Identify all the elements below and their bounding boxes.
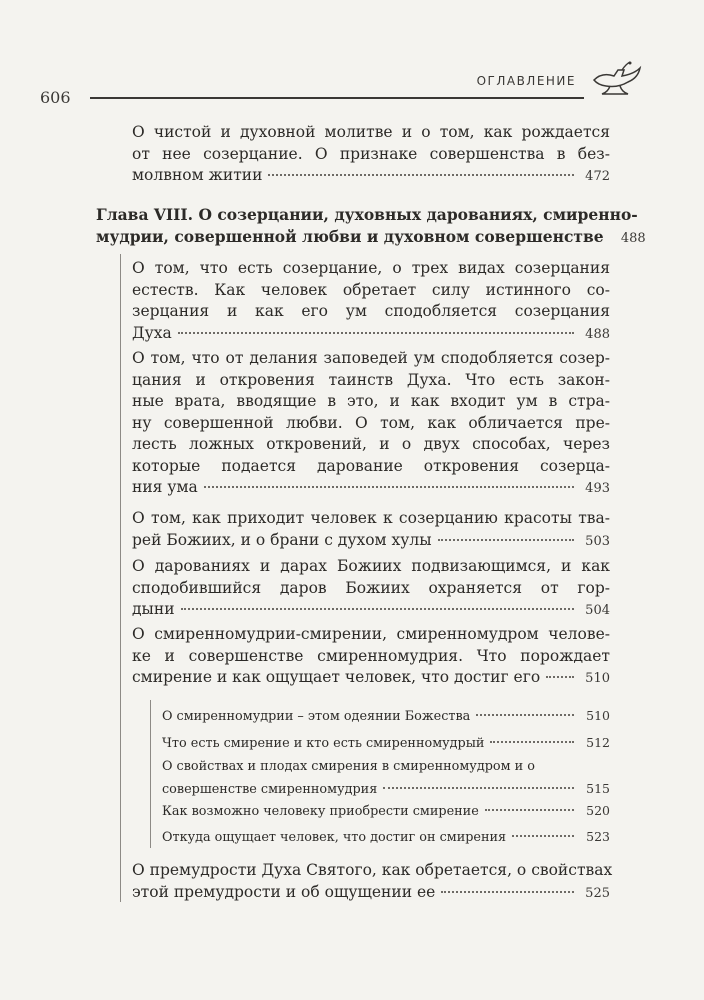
- toc-entry: [132, 556, 610, 622]
- header-rule: [90, 97, 584, 99]
- toc-subentry: [162, 705, 610, 728]
- dot-leader: [383, 787, 574, 789]
- dot-leader: [546, 676, 574, 678]
- toc-page-number: 510: [586, 708, 610, 723]
- toc-entry-last-line: мудрии, совершенной любви и духовном совершенстве: [96, 226, 604, 246]
- toc-subentry: [162, 732, 610, 755]
- page-header: [40, 58, 644, 106]
- toc-entry-line: естеств. Как человек обретает силу истинного со-: [132, 280, 610, 299]
- toc-subentry: [162, 800, 610, 823]
- dot-leader: [438, 539, 574, 541]
- dot-leader: [485, 809, 574, 811]
- toc-entry-last-line: совершенстве смиренномудрия: [162, 781, 378, 797]
- toc-entry-line: которые подается дарование откровения созерца-: [132, 456, 610, 475]
- dot-leader: [178, 332, 574, 334]
- toc-entry-line: О том, что от делания заповедей ум сподобляется созер-: [132, 349, 610, 367]
- toc-entry-line: О премудрости Духа Святого, как обретается, о свойствах: [132, 861, 613, 879]
- toc-entry-last-line: этой премудрости и об ощущении ее: [132, 882, 436, 901]
- toc-entry: [132, 348, 610, 500]
- toc-page-number: 523: [586, 829, 610, 844]
- toc-entry-line: цания и откровения таинств Духа. Что есть закон-: [132, 370, 610, 389]
- toc-entry-line: ные врата, вводящие в это, и как входит ум в стра-: [132, 392, 610, 410]
- toc-entry: [132, 258, 610, 345]
- toc-entry-last-line: смирение и как ощущает человек, что достиг его: [132, 668, 541, 686]
- lamp-ornament-icon: [588, 60, 644, 100]
- toc-entry: [132, 860, 613, 904]
- toc-entry: [132, 122, 610, 188]
- page-number: 606: [40, 88, 71, 107]
- section-indent-bar: [150, 700, 151, 848]
- dot-leader: [512, 835, 574, 837]
- dot-leader: [181, 608, 574, 610]
- dot-leader: [441, 891, 574, 893]
- toc-entry-line: ке и совершенстве смиренномудрия. Что порождает: [132, 646, 610, 665]
- toc-entry-last-line: Что есть смирение и кто есть смиренномудрый: [162, 736, 485, 751]
- chapter-indent-bar: [120, 254, 121, 902]
- toc-entry-line: О чистой и духовной молитве и о том, как рождается: [132, 123, 610, 141]
- toc-entry-last-line: Откуда ощущает человек, что достиг он смирения: [162, 830, 507, 845]
- toc-chapter-entry: [96, 204, 646, 249]
- toc-page-number: 504: [585, 603, 610, 618]
- toc-page-number: 512: [586, 735, 610, 750]
- toc-entry-line: Глава VIII. О созерцании, духовных дарованиях, смиренно-: [96, 205, 638, 224]
- toc-page-number: 515: [586, 780, 610, 796]
- running-title: ОГЛАВЛЕНИЕ: [476, 74, 576, 88]
- toc-page-number: 520: [586, 803, 610, 818]
- toc-page-number: 503: [585, 533, 610, 549]
- toc-page-number: 525: [585, 885, 610, 901]
- toc-entry: [132, 624, 610, 690]
- toc-page-number: 510: [585, 671, 610, 686]
- toc-entry-line: ну совершенной любви. О том, как обличается пре-: [132, 413, 610, 432]
- toc-entry-line: лесть ложных откровений, и о двух способах, через: [132, 435, 610, 453]
- toc-entry-last-line: О смиренномудрии – этом одеянии Божества: [162, 709, 471, 724]
- toc-entry-line: О том, что есть созерцание, о трех видах созерцания: [132, 259, 610, 277]
- toc-page-number: 488: [620, 230, 646, 246]
- dot-leader: [204, 486, 574, 488]
- toc-entry-last-line: Духа: [132, 323, 172, 342]
- toc-entry-line: О дарованиях и дарах Божиих подвизающимся, и как: [132, 557, 610, 575]
- toc-entry: [132, 508, 610, 552]
- toc-subentry: [162, 826, 610, 849]
- toc-entry-line: от нее созерцание. О признаке совершенства в без-: [132, 144, 610, 163]
- toc-page-number: 488: [585, 326, 610, 342]
- dot-leader: [476, 714, 574, 716]
- toc-page-number: 472: [585, 169, 610, 184]
- toc-entry-line: зерцания и как его ум сподобляется созерцания: [132, 302, 610, 320]
- toc-entry-last-line: рей Божиих, и о брани с духом хулы: [132, 530, 432, 549]
- toc-entry-last-line: дыни: [132, 600, 175, 618]
- dot-leader: [268, 174, 574, 176]
- toc-page-number: 493: [585, 481, 610, 496]
- toc-entry-line: О том, как приходит человек к созерцанию красоты тва-: [132, 509, 610, 527]
- toc-entry-line: О свойствах и плодах смирения в смиренномудром и о: [162, 759, 535, 774]
- toc-entry-line: сподобившийся даров Божиих охраняется от гор-: [132, 578, 610, 597]
- toc-subentry: [162, 756, 610, 800]
- toc-entry-last-line: молвном житии: [132, 166, 263, 184]
- toc-entry-last-line: ния ума: [132, 478, 198, 496]
- toc-entry-last-line: Как возможно человеку приобрести смирение: [162, 804, 479, 819]
- dot-leader: [490, 741, 574, 743]
- toc-entry-line: О смиренномудрии-смирении, смиренномудром челове-: [132, 625, 610, 643]
